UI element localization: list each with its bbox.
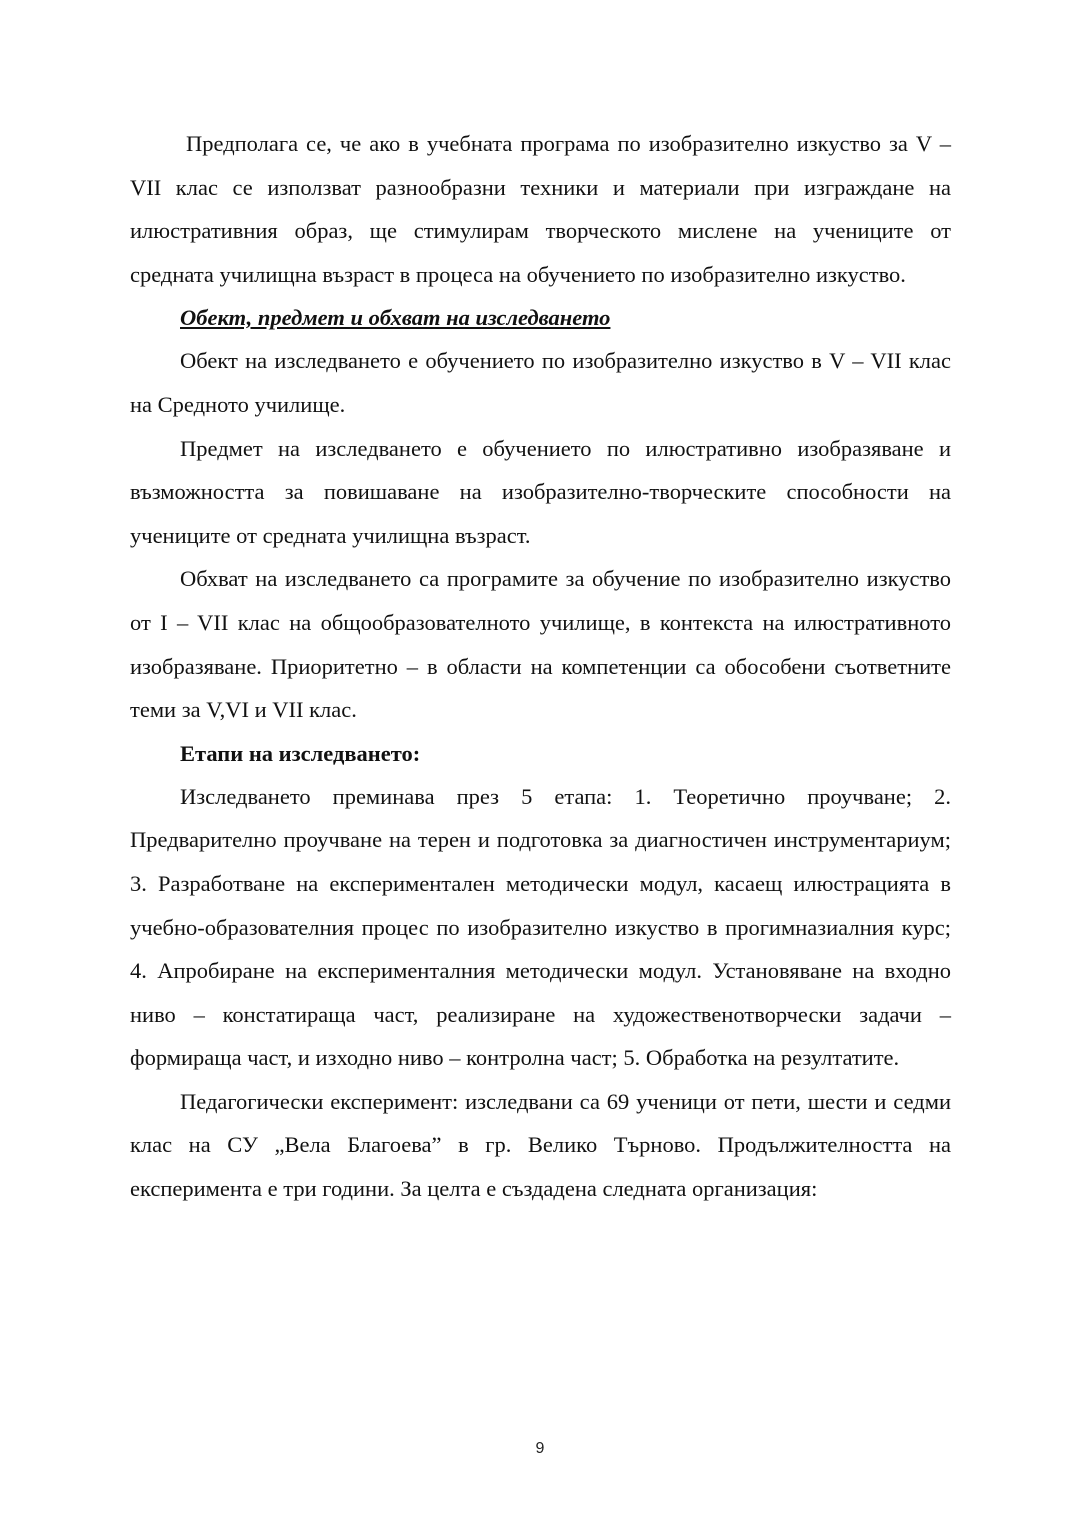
section-heading-object-subject-scope xyxy=(130,296,951,339)
paragraph-hypothesis: Предполага се, че ако в учебната програма по изобразително изкуство за V –VII клас се използват разнообразни техники и материали при изграждане на илюстративния образ, ще стимулирам творческото мислене на учениците от средната училищна възраст в процеса на обучението по изобразително изкуство. xyxy=(130,131,951,287)
paragraph-experiment: Педагогически експеримент: изследвани са 69 ученици от пети, шести и седми клас на СУ „Вела Благоева” в гр. Велико Търново. Продължителността на експеримента е три години. За целта е създадена следната организация: xyxy=(130,1088,951,1202)
paragraph-object: Обект на изследването е обучението по изобразително изкуство в V – VII клас на Средното училище. xyxy=(130,348,951,417)
paragraph-scope: Обхват на изследването са програмите за обучение по изобразително изкуство от I – VII клас на общообразователното училище, в контекста на илюстративното изобразяване. Приоритетно – в области на компетенции са обособени съответните теми за V,VI и VII клас. xyxy=(130,566,951,723)
heading-text: Етапи на изследването: xyxy=(180,740,421,766)
page-body xyxy=(130,122,951,1211)
heading-text: Обект, предмет и обхват на изследването xyxy=(180,305,611,331)
paragraph-stages: Изследването преминава през 5 етапа: 1. Теоретично проучване; 2. Предварително проучване на терен и подготовка за диагностичен инструментариум; 3. Разработване на експериментален методически модул, касаещ илюстрацията в учебно-образователния процес по изобразително изкуство в прогимназиалния курс; 4. Апробиране на експерименталния методически модул. Установяване на входно ниво – констатираща част, реализиране на художественотворчески задачи – формираща част, и изходно ниво – контролна част; 5. Обработка на резултатите. xyxy=(130,783,951,1071)
paragraph-subject: Предмет на изследването е обучението по илюстративно изобразяване и възможността за повишаване на изобразително-творческите способности на учениците от средната училищна възраст. xyxy=(130,435,951,548)
page-number: 9 xyxy=(535,1440,545,1457)
section-heading-stages xyxy=(130,732,951,775)
